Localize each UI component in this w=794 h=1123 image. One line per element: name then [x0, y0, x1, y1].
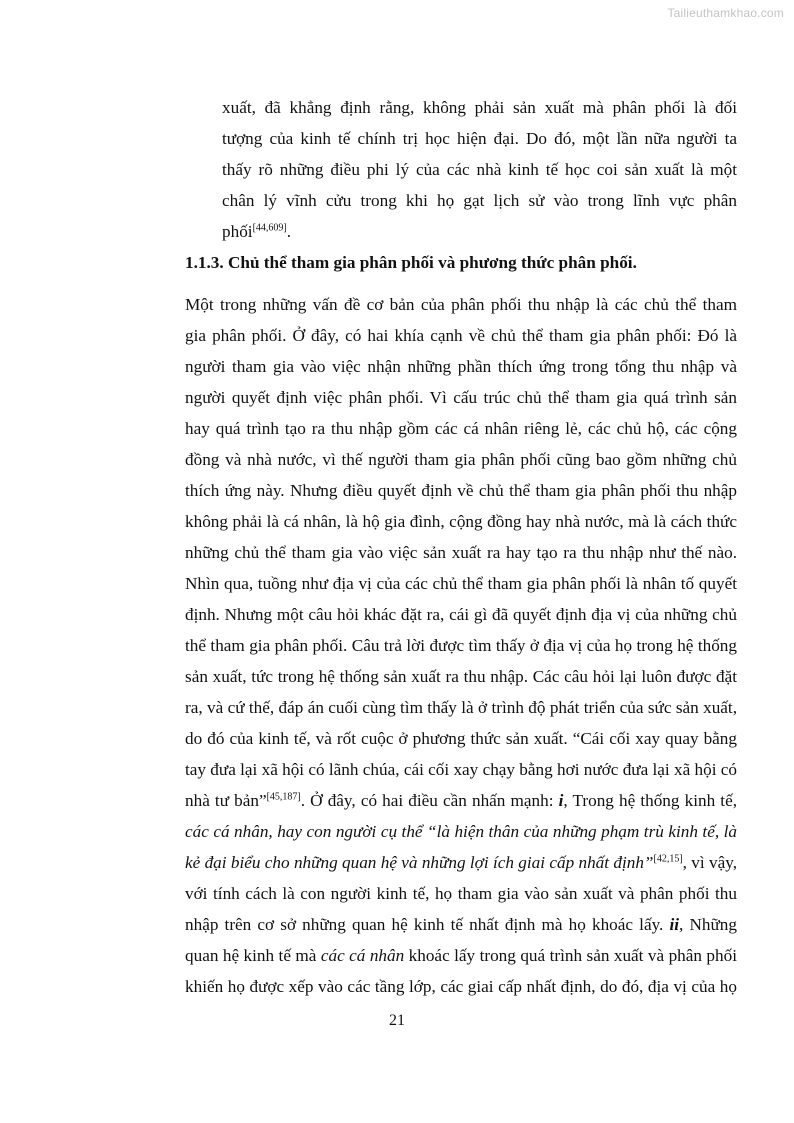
text-fragment: quan hệ kinh tế mà: [185, 946, 321, 965]
text-line: do đó của kinh tế, và rốt cuộc ở phương thức sản xuất. “Cái cối xay quay bằng: [185, 729, 737, 748]
text-line: sản xuất, tức trong hệ thống sản xuất ra thu nhập. Các câu hỏi lại luôn được đặt: [185, 667, 737, 686]
text-line: [185, 847, 737, 878]
text-line: ra, và cứ thế, đáp án cuối cùng tìm thấy là ở trình độ phát triển của sức sản xuất,: [185, 698, 737, 717]
text-line: người tham gia vào việc nhận những phần thích ứng trong tổng thu nhập và: [185, 357, 737, 376]
citation-ref: [44,609]: [252, 222, 287, 234]
text-line: những chủ thể tham gia vào việc sản xuất ra hay tạo ra thu nhập như thế nào.: [185, 543, 737, 562]
text-line: tượng của kinh tế chính trị học hiện đại. Do đó, một lần nữa người ta: [222, 129, 737, 148]
text-fragment: , vì vậy,: [682, 853, 737, 872]
watermark: Tailieuthamkhao.com: [667, 6, 784, 20]
text-line: chân lý vĩnh cửu trong khi họ gạt lịch sử vào trong lĩnh vực phân: [222, 191, 737, 210]
text-line: thấy rõ những điều phi lý của các nhà kinh tế học coi sản xuất là một: [222, 160, 737, 179]
text-line: thích ứng này. Nhưng điều quyết định về chủ thể tham gia phân phối thu nhập: [185, 481, 737, 500]
enumeration-marker: i: [558, 791, 564, 810]
text-fragment: , Những: [679, 915, 737, 934]
text-line: phối[44,609].: [222, 222, 292, 241]
text-line: [185, 940, 737, 971]
section-heading: 1.1.3. Chủ thể tham gia phân phối và phương thức phân phối.: [185, 253, 637, 272]
quoted-paragraph: [222, 92, 737, 247]
text-line: [185, 909, 737, 940]
text-line: đồng và nhà nước, vì thế người tham gia phân phối cũng bao gồm những chủ: [185, 450, 737, 469]
text-fragment: . Ở đây, có hai điều cần nhấn mạnh:: [300, 791, 559, 810]
text-line: định. Nhưng một câu hỏi khác đặt ra, cái gì đã quyết định địa vị của những chủ: [185, 605, 737, 624]
text-fragment: khoác lấy trong quá trình sản xuất và phân phối: [404, 946, 737, 965]
text-line: tay đưa lại xã hội có lãnh chúa, cái cối xay chạy bằng hơi nước đưa lại xã hội có: [185, 760, 737, 779]
text-fragment: kẻ đại biểu cho những quan hệ và những lợi ích giai cấp nhất định”: [185, 853, 654, 872]
text-fragment: nhập trên cơ sở những quan hệ kinh tế nhất định mà họ khoác lấy.: [185, 915, 670, 934]
text-line: khiến họ được xếp vào các tầng lớp, các giai cấp nhất định, do đó, địa vị của họ: [185, 977, 737, 996]
page-number: 21: [389, 1012, 405, 1029]
text-line: xuất, đã khẳng định rằng, không phải sản xuất mà phân phối là đối: [222, 98, 737, 117]
text-line: các cá nhân, hay con người cụ thể “là hiện thân của những phạm trù kinh tế, là: [185, 822, 737, 841]
text-line: gia phân phối. Ở đây, có hai khía cạnh về chủ thể tham gia phân phối: Đó là: [185, 326, 737, 345]
text-fragment: phối: [222, 222, 253, 241]
text-line: Nhìn qua, tuồng như địa vị của các chủ thể tham gia phân phối là nhân tố quyết: [185, 574, 737, 593]
citation-ref: [42,15]: [653, 853, 683, 865]
body-paragraph: [185, 289, 737, 1002]
text-line: không phải là cá nhân, là hộ gia đình, cộng đồng hay nhà nước, mà là cách thức: [185, 512, 737, 531]
text-line: [185, 785, 737, 816]
text-line: với tính cách là con người kinh tế, họ tham gia vào sản xuất và phân phối thu: [185, 884, 737, 903]
text-line: [185, 289, 737, 320]
enumeration-marker: ii: [669, 915, 680, 934]
text-line: thể tham gia phân phối. Câu trả lời được tìm thấy ở địa vị của họ trong hệ thống: [185, 636, 737, 655]
text-fragment: , Trong hệ thống kinh tế,: [563, 791, 737, 810]
text-line: hay quá trình tạo ra thu nhập gồm các cá nhân riêng lẻ, các chủ hộ, các cộng: [185, 419, 737, 438]
citation-ref: [45,187]: [266, 791, 301, 803]
text-fragment: Một trong những vấn đề cơ bản của phân phối thu nhập là các chủ thể tham: [185, 295, 737, 314]
text-line: người quyết định việc phân phối. Vì cấu trúc chủ thể tham gia quá trình sản: [185, 388, 737, 407]
text-fragment: nhà tư bản”: [185, 791, 267, 810]
text-fragment: các cá nhân: [320, 946, 405, 965]
